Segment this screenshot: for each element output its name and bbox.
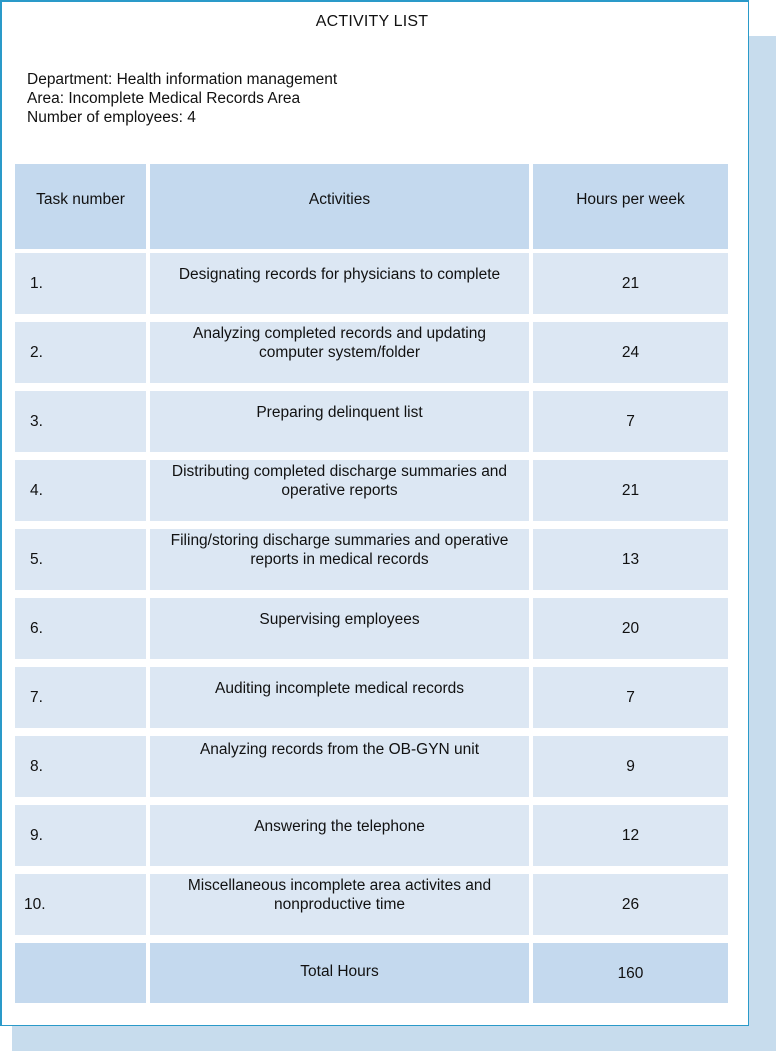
hours: 7 — [533, 667, 728, 728]
task-number: 5. — [15, 529, 146, 590]
activity: Analyzing records from the OB-GYN unit — [150, 736, 529, 797]
hours: 21 — [533, 460, 728, 521]
task-number: 3. — [15, 391, 146, 452]
header-task-number: Task number — [15, 164, 146, 249]
activity: Filing/storing discharge summaries and operative reports in medical records — [150, 529, 529, 590]
hours: 26 — [533, 874, 728, 935]
activity: Auditing incomplete medical records — [150, 667, 529, 728]
hours: 9 — [533, 736, 728, 797]
activity: Analyzing completed records and updating computer system/folder — [150, 322, 529, 383]
department-label: Department: Health information management — [27, 71, 338, 88]
table-row — [15, 253, 728, 314]
table-header-row — [15, 164, 728, 249]
activity: Preparing delinquent list — [150, 391, 529, 452]
task-number: 4. — [15, 460, 146, 521]
total-label: Total Hours — [150, 943, 529, 1003]
total-row — [15, 943, 728, 1003]
total-hours: 160 — [533, 943, 728, 1003]
table-row — [15, 391, 728, 452]
activity: Distributing completed discharge summaries and operative reports — [150, 460, 529, 521]
header-hours-per-week: Hours per week — [533, 164, 728, 249]
activity: Miscellaneous incomplete area activites and nonproductive time — [150, 874, 529, 935]
task-number: 1. — [15, 253, 146, 314]
table-row — [15, 322, 728, 383]
activity: Designating records for physicians to complete — [150, 253, 529, 314]
hours: 13 — [533, 529, 728, 590]
activity: Supervising employees — [150, 598, 529, 659]
table-row — [15, 598, 728, 659]
table-row — [15, 667, 728, 728]
total-empty-cell — [15, 943, 146, 1003]
table-row — [15, 736, 728, 797]
area-label: Area: Incomplete Medical Records Area — [27, 90, 301, 107]
task-number: 2. — [15, 322, 146, 383]
table-row — [15, 874, 728, 935]
hours: 12 — [533, 805, 728, 866]
hours: 7 — [533, 391, 728, 452]
activity-table — [15, 164, 728, 1003]
task-number: 7. — [15, 667, 146, 728]
employees-label: Number of employees: 4 — [27, 109, 196, 126]
document-title: ACTIVITY LIST — [315, 13, 429, 30]
task-number: 6. — [15, 598, 146, 659]
table-row — [15, 460, 728, 521]
task-number: 9. — [15, 805, 146, 866]
task-number: 10. — [15, 874, 146, 935]
activity: Answering the telephone — [150, 805, 529, 866]
hours: 21 — [533, 253, 728, 314]
task-number: 8. — [15, 736, 146, 797]
header-activities: Activities — [150, 164, 529, 249]
table-row — [15, 805, 728, 866]
hours: 24 — [533, 322, 728, 383]
document-meta — [27, 70, 337, 127]
hours: 20 — [533, 598, 728, 659]
table-row — [15, 529, 728, 590]
